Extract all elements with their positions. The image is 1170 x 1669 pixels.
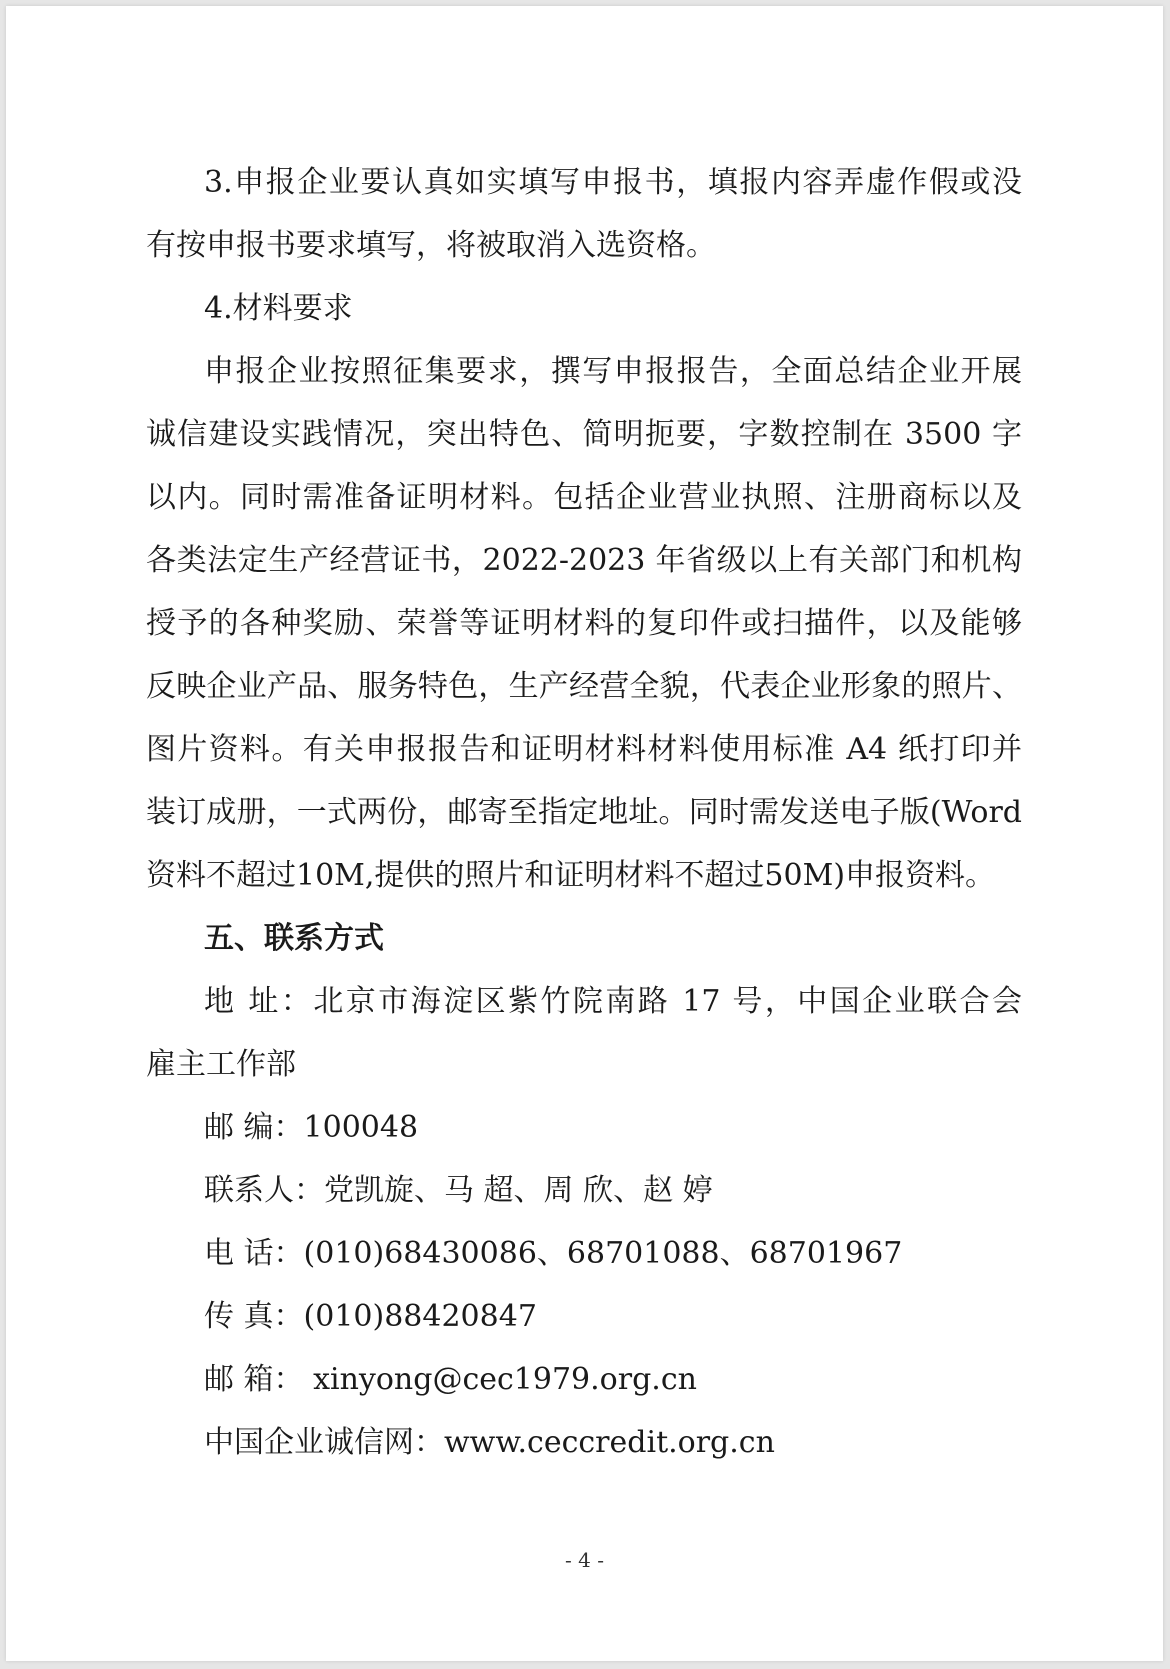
contact-address-line-1: 地 址：北京市海淀区紫竹院南路 17 号，中国企业联合会 — [204, 984, 1022, 1019]
item3-line-2: 有按申报书要求填写，将被取消入选资格。 — [146, 228, 716, 263]
item4-body-line-7: 图片资料。有关申报报告和证明材料材料使用标准 A4 纸打印并 — [146, 732, 1022, 767]
contact-address-line-2: 雇主工作部 — [146, 1047, 296, 1082]
item4-body-line-6: 反映企业产品、服务特色，生产经营全貌，代表企业形象的照片、 — [146, 669, 1022, 704]
section-5-heading: 五、联系方式 — [204, 921, 384, 956]
item4-body-line-2: 诚信建设实践情况，突出特色、简明扼要，字数控制在 3500 字 — [146, 417, 1022, 452]
page-number: - 4 - — [565, 1548, 604, 1572]
contact-person: 联系人：党凯旋、马 超、周 欣、赵 婷 — [204, 1173, 713, 1208]
contact-phone: 电 话：(010)68430086、68701088、68701967 — [204, 1236, 903, 1271]
contact-fax: 传 真：(010)88420847 — [204, 1299, 537, 1334]
item4-body-line-1: 申报企业按照征集要求，撰写申报报告，全面总结企业开展 — [204, 354, 1022, 389]
item3-line-1: 3.申报企业要认真如实填写申报书，填报内容弄虚作假或没 — [204, 165, 1022, 200]
document-page — [6, 6, 1163, 1661]
item4-title: 4.材料要求 — [204, 291, 353, 326]
contact-postcode: 邮 编：100048 — [204, 1110, 419, 1145]
item4-body-line-3: 以内。同时需准备证明材料。包括企业营业执照、注册商标以及 — [146, 480, 1022, 515]
contact-email: 邮 箱： xinyong@cec1979.org.cn — [204, 1362, 697, 1397]
item4-body-line-5: 授予的各种奖励、荣誉等证明材料的复印件或扫描件，以及能够 — [146, 606, 1022, 641]
item4-body-line-4: 各类法定生产经营证书，2022-2023 年省级以上有关部门和机构 — [146, 543, 1022, 578]
contact-website: 中国企业诚信网：www.ceccredit.org.cn — [204, 1425, 775, 1460]
item4-body-line-9: 资料不超过10M,提供的照片和证明材料不超过50M)申报资料。 — [146, 858, 996, 893]
item4-body-line-8: 装订成册，一式两份，邮寄至指定地址。同时需发送电子版(Word — [146, 795, 1022, 830]
